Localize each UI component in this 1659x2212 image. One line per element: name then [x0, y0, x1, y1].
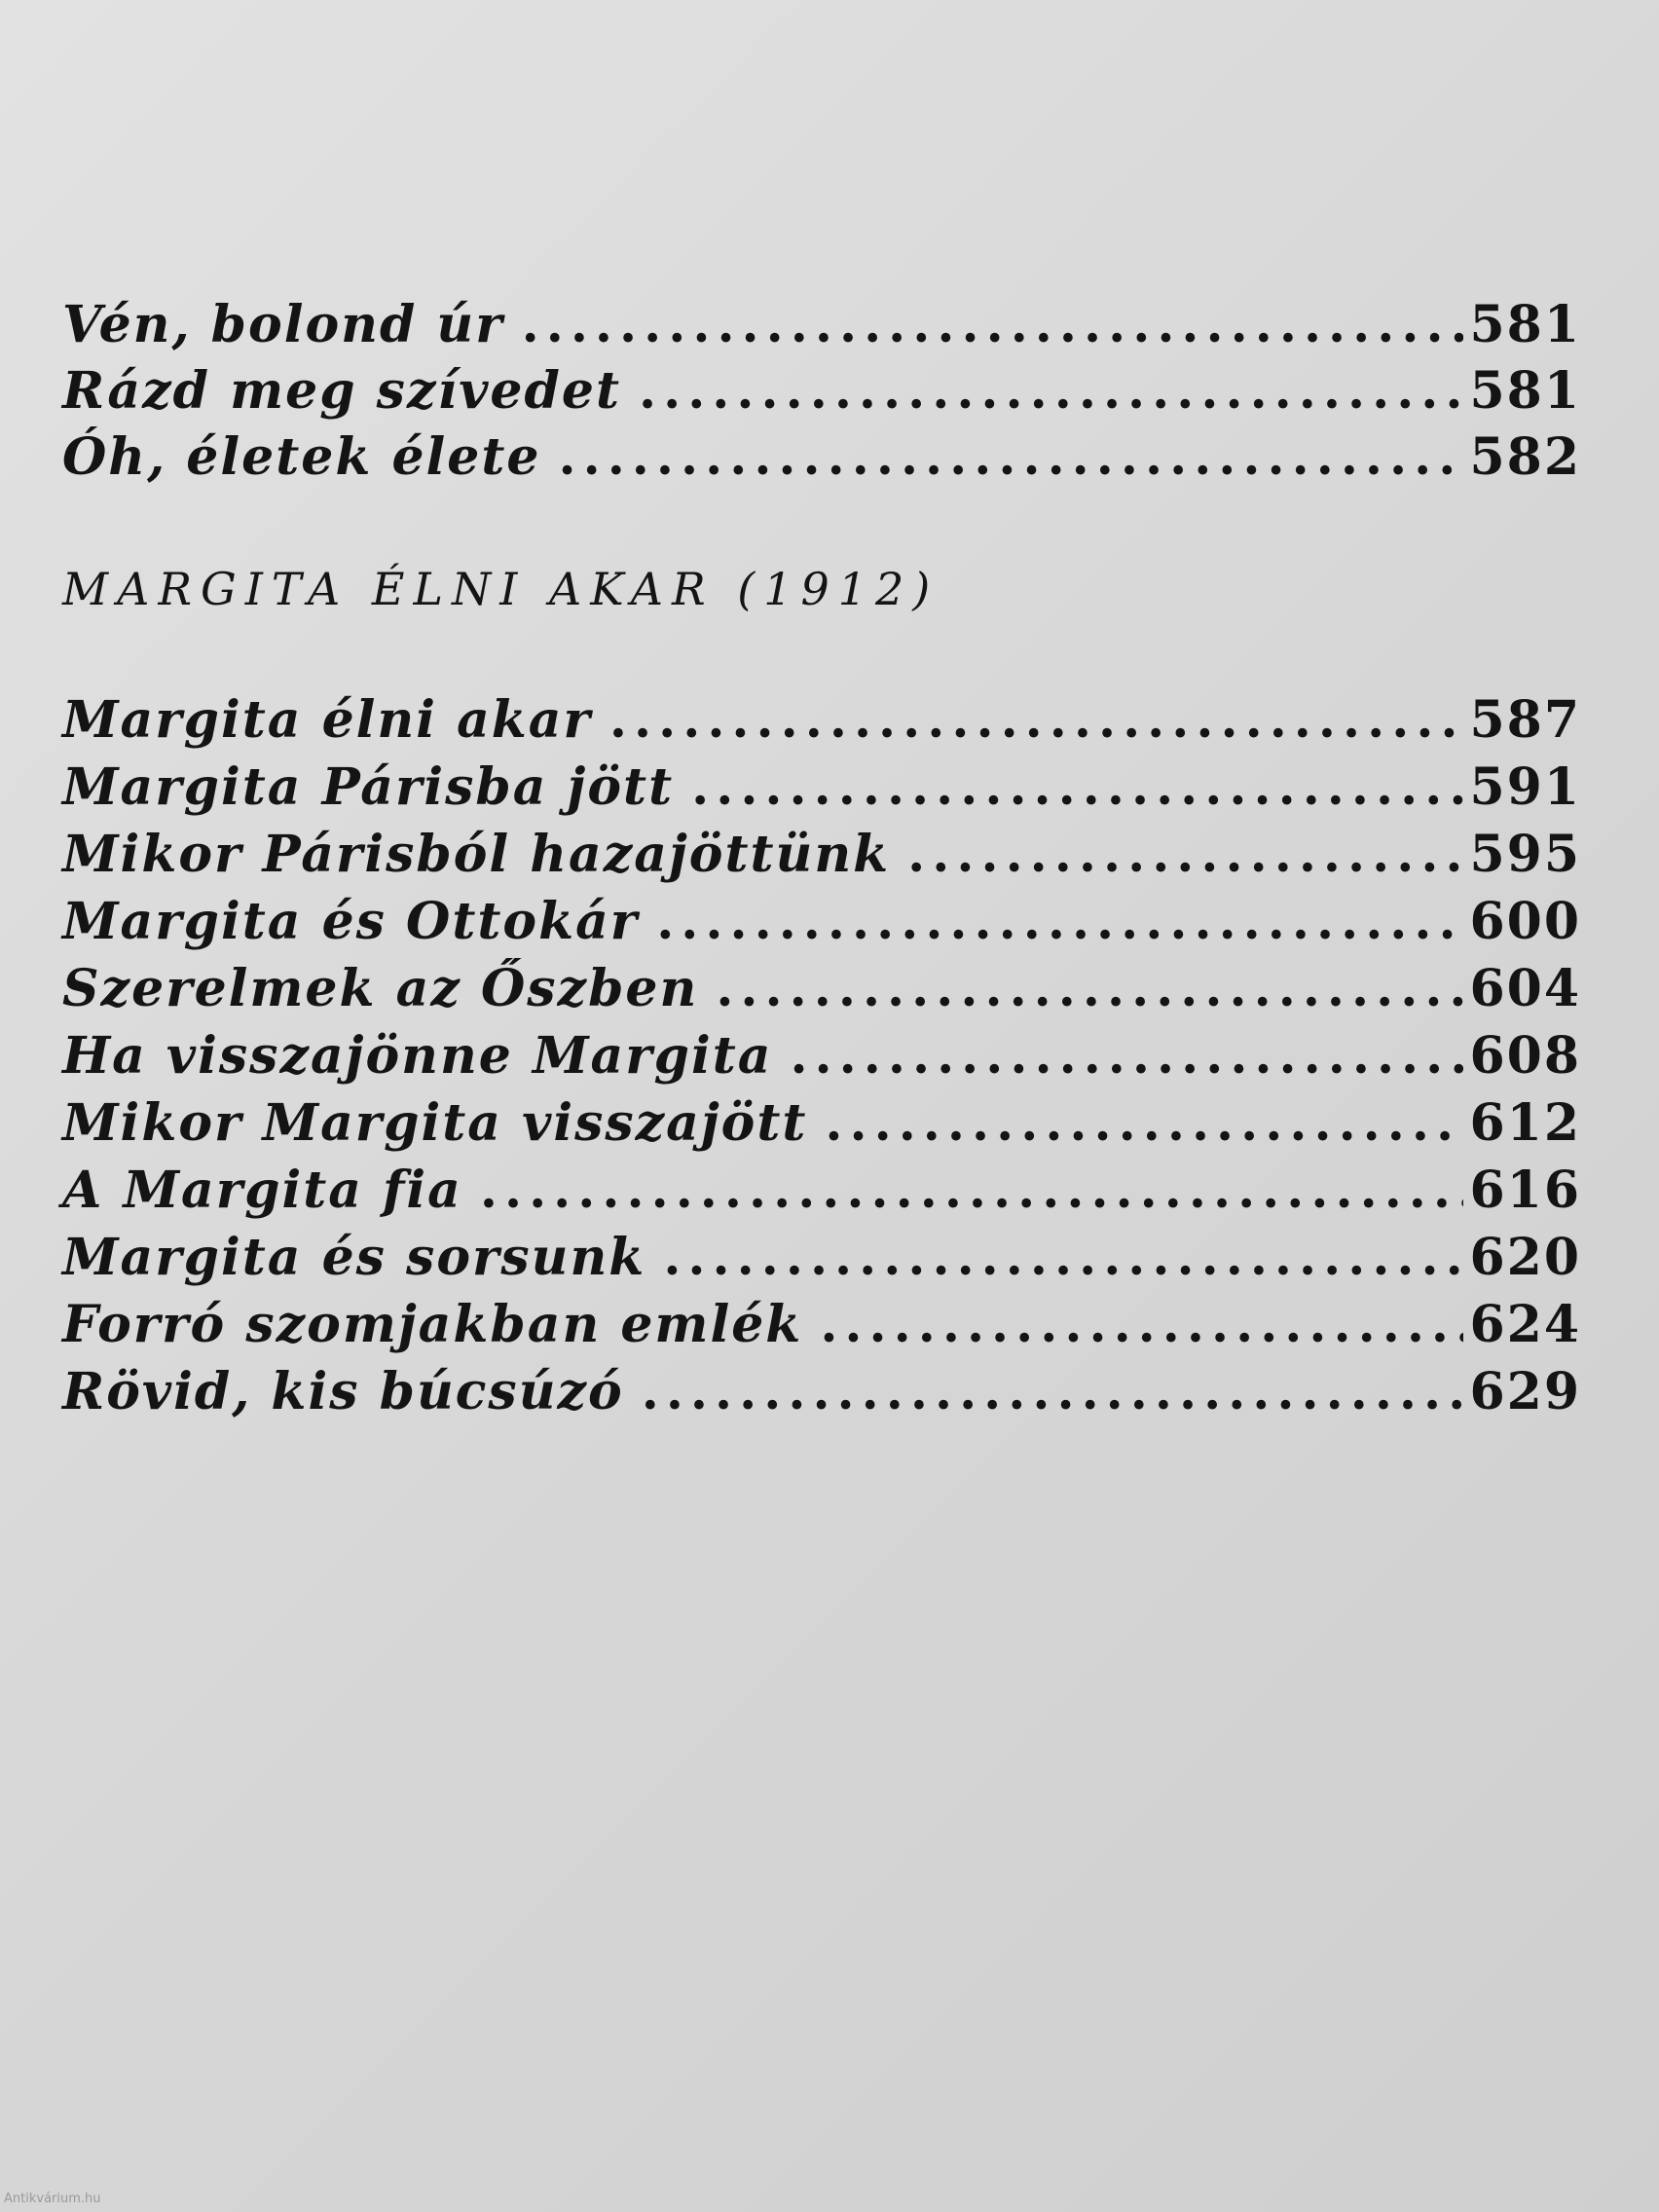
dot-leader: [642, 1359, 1464, 1425]
dot-leader: [691, 755, 1463, 821]
toc-entry-page: 620: [1469, 1228, 1581, 1287]
toc-entry-page: 608: [1469, 1026, 1581, 1086]
toc-entry-page: 600: [1469, 892, 1581, 951]
dot-leader: [820, 1292, 1463, 1358]
toc-entry: [62, 1023, 1581, 1089]
dot-leader: [663, 1225, 1463, 1291]
toc-entry-page: 587: [1469, 690, 1581, 750]
watermark: Antikvárium.hu: [4, 2192, 101, 2206]
toc-entry-title: Margita élni akar: [62, 690, 592, 750]
toc-entry-title: Mikor Margita visszajött: [62, 1093, 808, 1153]
toc-entry-title: Szerelmek az Őszben: [62, 959, 699, 1018]
toc-entry-page: 604: [1469, 959, 1581, 1018]
toc-entry-page: 616: [1469, 1161, 1581, 1220]
toc-entry: [62, 1090, 1581, 1157]
dot-leader: [639, 358, 1463, 424]
dot-leader: [716, 956, 1463, 1022]
dot-leader: [609, 687, 1464, 754]
toc-entry-page: 591: [1469, 757, 1581, 817]
toc-entry-page: 595: [1469, 825, 1581, 884]
toc-entry-title: Rövid, kis búcsúzó: [62, 1362, 624, 1421]
toc-entry: [62, 1225, 1581, 1291]
toc-entry-title: Forró szomjakban emlék: [62, 1295, 803, 1354]
toc-entry-page: 582: [1469, 427, 1581, 487]
dot-leader: [907, 822, 1463, 888]
toc-entry-title: Margita és sorsunk: [62, 1228, 646, 1287]
toc-entry-title: Vén, bolond úr: [62, 295, 504, 354]
toc-entry: [62, 1359, 1581, 1425]
dot-leader: [825, 1090, 1463, 1157]
dot-leader: [790, 1023, 1463, 1089]
toc-entry: [62, 358, 1581, 424]
toc-entry: [62, 1292, 1581, 1358]
toc-entry: [62, 424, 1581, 491]
toc-entry-title: Ha visszajönne Margita: [62, 1026, 773, 1086]
toc-entry-title: A Margita fia: [62, 1161, 462, 1220]
dot-leader: [480, 1158, 1464, 1224]
toc-entry-title: Margita és Ottokár: [62, 892, 640, 951]
toc-entry: [62, 755, 1581, 821]
toc-entry-page: 581: [1469, 295, 1581, 354]
toc-entry: [62, 822, 1581, 888]
dot-leader: [522, 292, 1464, 358]
dot-leader: [656, 889, 1463, 955]
toc-entry-title: Óh, életek élete: [62, 427, 541, 487]
toc-entry-page: 581: [1469, 361, 1581, 421]
toc-entry-title: Rázd meg szívedet: [62, 361, 621, 421]
toc-entry: [62, 889, 1581, 955]
toc-entry-title: Margita Párisba jött: [62, 757, 675, 817]
toc-entry: [62, 292, 1581, 358]
toc-entry-page: 629: [1469, 1362, 1581, 1421]
section-heading: MARGITA ÉLNI AKAR (1912): [62, 563, 940, 615]
toc-entry: [62, 956, 1581, 1022]
toc-entry-page: 624: [1469, 1295, 1581, 1354]
toc-entry-title: Mikor Párisból hazajöttünk: [62, 825, 891, 884]
toc-entry-page: 612: [1469, 1093, 1581, 1153]
toc-entry: [62, 1158, 1581, 1224]
toc-entry: [62, 687, 1581, 754]
dot-leader: [559, 424, 1464, 491]
